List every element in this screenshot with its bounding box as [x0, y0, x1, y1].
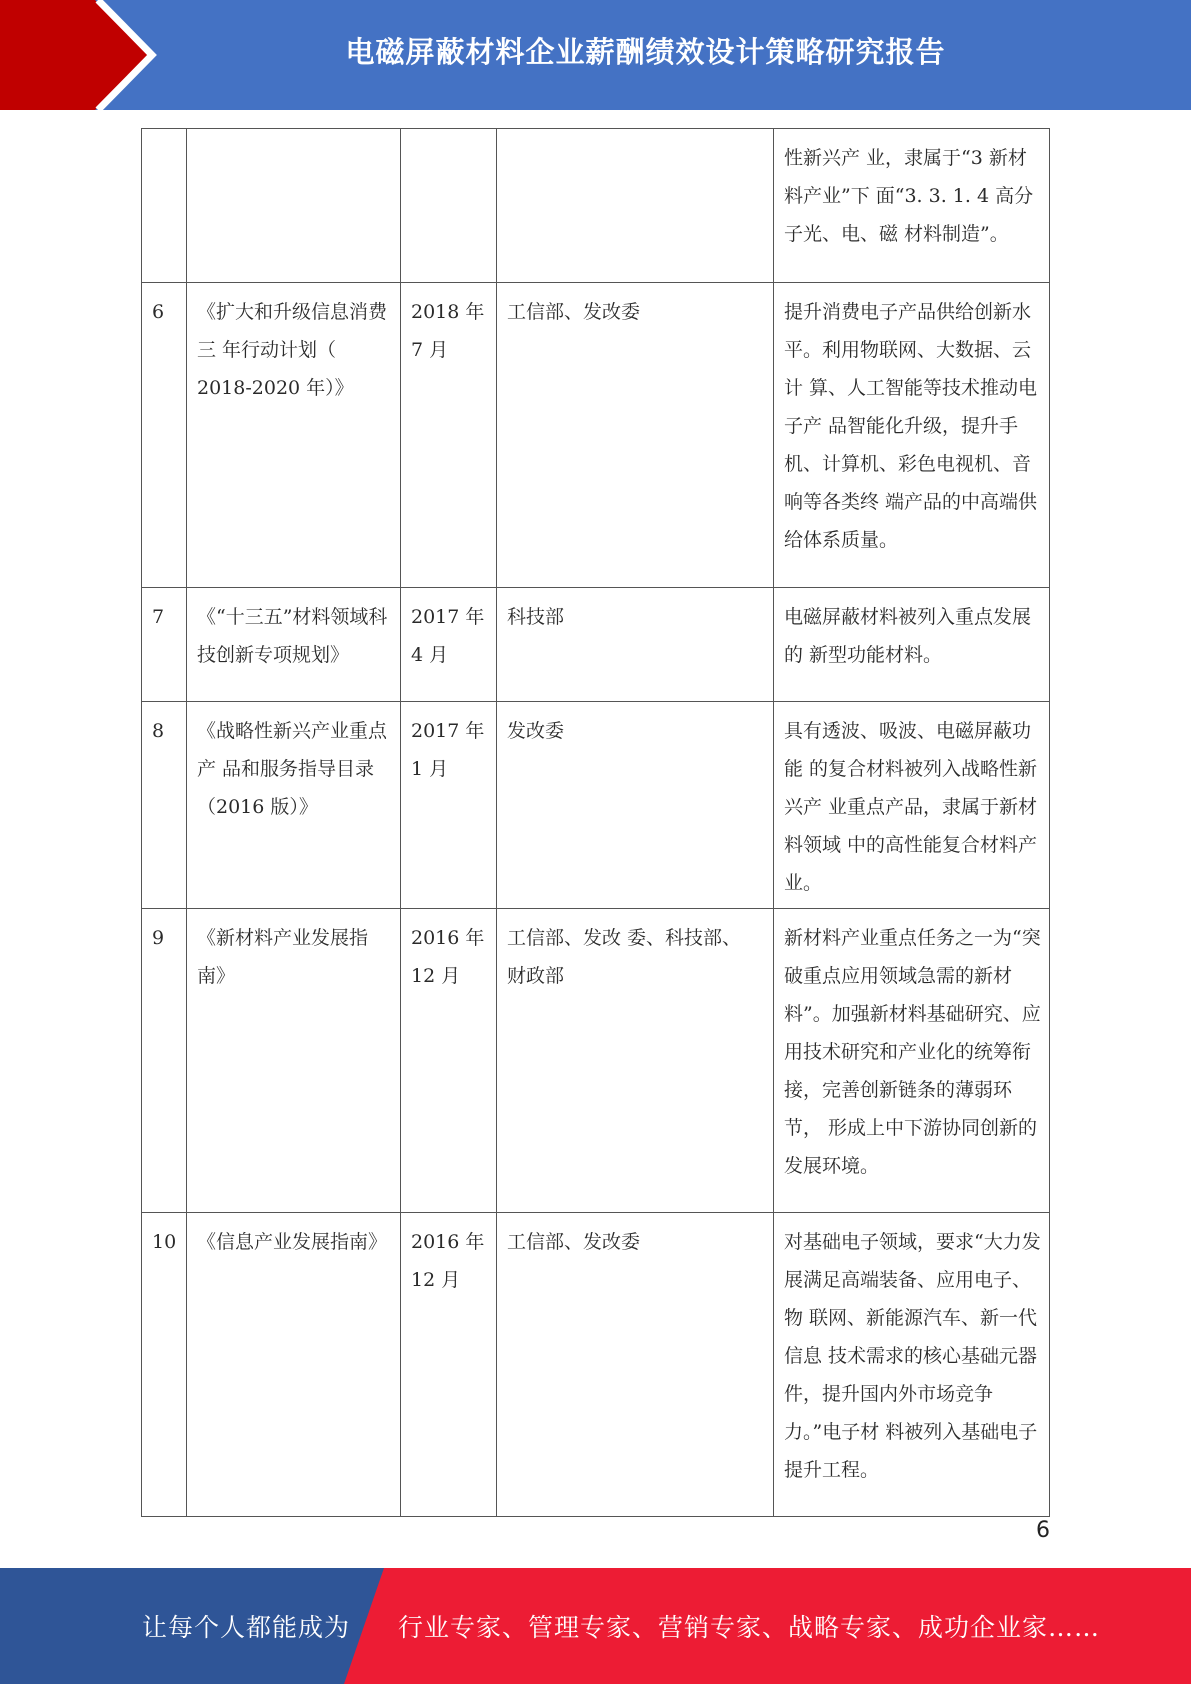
cell-department: 工信部、发改 委、科技部、 财政部 [497, 909, 774, 1213]
cell-content: 电磁屏蔽材料被列入重点发展的 新型功能材料。 [774, 588, 1050, 702]
cell-date: 2017 年 1 月 [401, 702, 497, 909]
cell-date [401, 129, 497, 283]
cell-date: 2016 年 12 月 [401, 909, 497, 1213]
cell-content: 对基础电子领域，要求“大力发 展满足高端装备、应用电子、物 联网、新能源汽车、新一代信息 技术需求的核心基础元器件，提升国内外市场竞争力。”电子材 料被列入基础电子提升工程。 [774, 1213, 1050, 1517]
cell-content: 具有透波、吸波、电磁屏蔽功能 的复合材料被列入战略性新兴产 业重点产品，隶属于新材料领域 中的高性能复合材料产业。 [774, 702, 1050, 909]
cell-date: 2018 年 7 月 [401, 283, 497, 588]
cell-policy-name: 《扩大和升级信息消费三 年行动计划（ 2018-2020 年）》 [187, 283, 401, 588]
table-row [142, 1213, 1050, 1517]
cell-department: 工信部、发改委 [497, 1213, 774, 1517]
cell-date: 2016 年 12 月 [401, 1213, 497, 1517]
footer-slogan-lead: 让每个人都能成为 [142, 1613, 351, 1642]
cell-department: 工信部、发改委 [497, 283, 774, 588]
report-title: 电磁屏蔽材料企业薪酬绩效设计策略研究报告 [345, 34, 946, 69]
table-row [142, 129, 1050, 283]
page-footer [0, 1568, 1191, 1684]
table-row [142, 588, 1050, 702]
policy-table [141, 128, 1050, 1517]
cell-date: 2017 年 4 月 [401, 588, 497, 702]
page-number: 6 [1036, 1518, 1050, 1543]
cell-department: 发改委 [497, 702, 774, 909]
cell-no: 8 [142, 702, 187, 909]
cell-content: 提升消费电子产品供给创新水 平。利用物联网、大数据、云计 算、人工智能等技术推动电子产 品智能化升级，提升手机、计算机、彩色电视机、音响等各类终 端产品的中高端供给体系质量。 [774, 283, 1050, 588]
table-row [142, 283, 1050, 588]
cell-no: 9 [142, 909, 187, 1213]
cell-policy-name: 《信息产业发展指南》 [187, 1213, 401, 1517]
cell-no: 7 [142, 588, 187, 702]
chevron-arrow-icon [0, 0, 160, 110]
cell-department: 科技部 [497, 588, 774, 702]
cell-content: 性新兴产 业，隶属于“3 新材料产业”下 面“3. 3. 1. 4 高分子光、电、磁 材料制造”。 [774, 129, 1050, 283]
cell-no: 6 [142, 283, 187, 588]
cell-policy-name: 《新材料产业发展指南》 [187, 909, 401, 1213]
cell-no [142, 129, 187, 283]
cell-policy-name: 《战略性新兴产业重点产 品和服务指导目录（2016 版）》 [187, 702, 401, 909]
footer-slogan-roles: 行业专家、管理专家、营销专家、战略专家、成功企业家…… [398, 1613, 1101, 1642]
cell-policy-name: 《“十三五”材料领域科 技创新专项规划》 [187, 588, 401, 702]
cell-no: 10 [142, 1213, 187, 1517]
table-row [142, 909, 1050, 1213]
cell-content: 新材料产业重点任务之一为“突 破重点应用领域急需的新材 料”。加强新材料基础研究、应 用技术研究和产业化的统筹衔 接，完善创新链条的薄弱环节， 形成上中下游协同创新的发展环境。 [774, 909, 1050, 1213]
table-row [142, 702, 1050, 909]
page-header [0, 0, 1191, 110]
cell-policy-name [187, 129, 401, 283]
cell-department [497, 129, 774, 283]
